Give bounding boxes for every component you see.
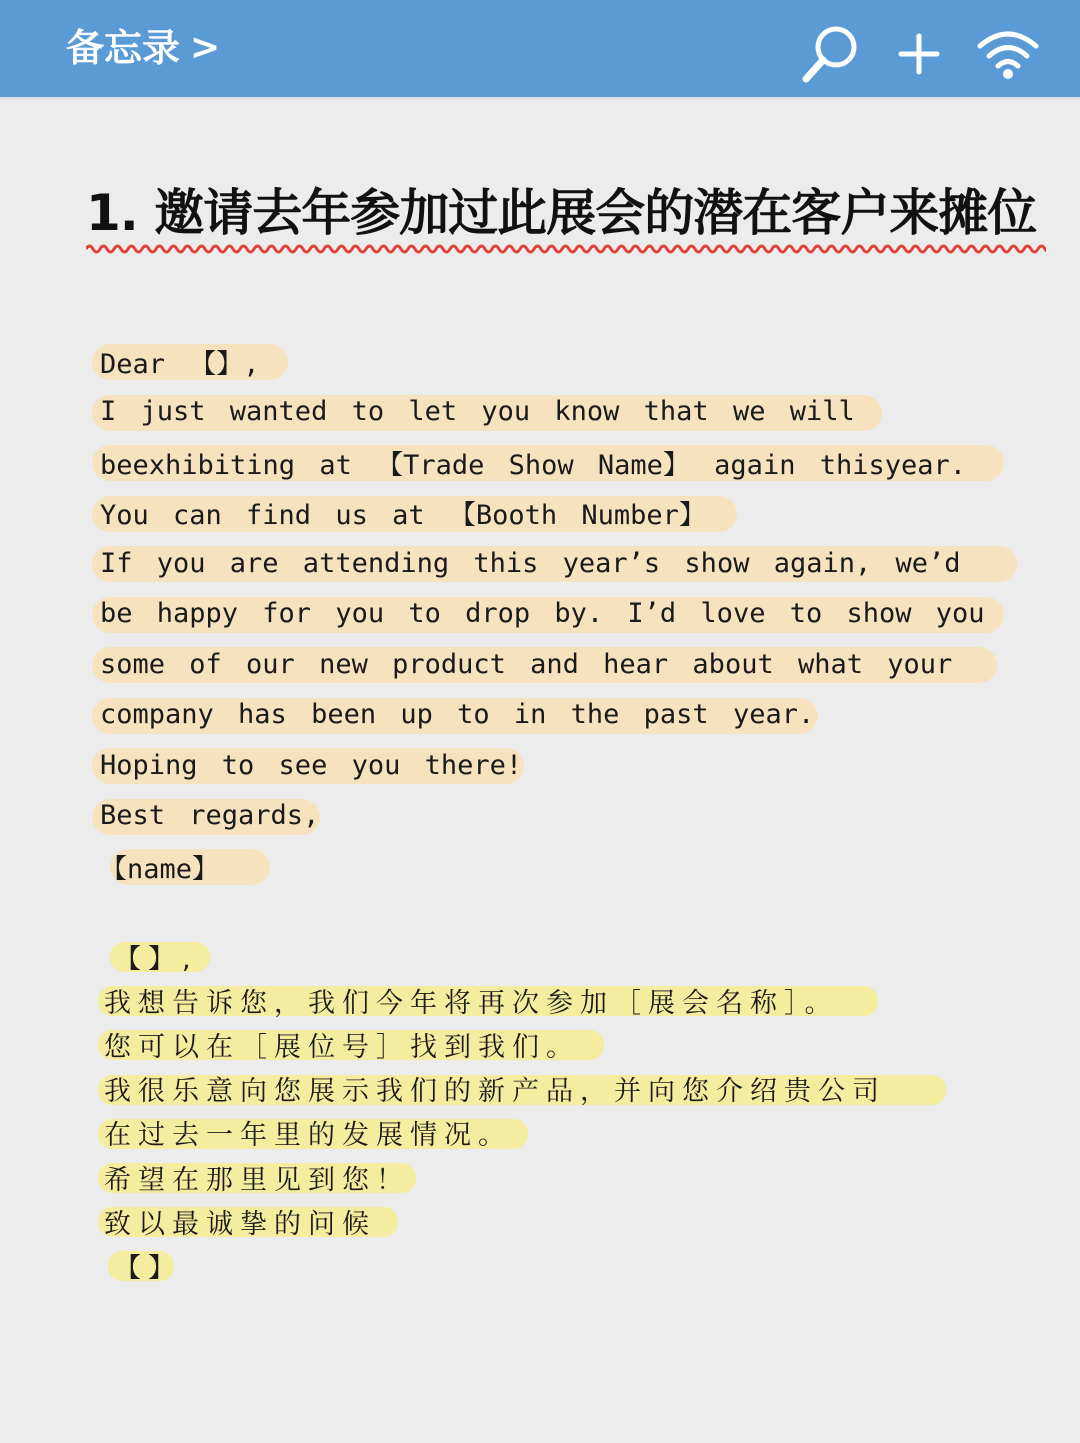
wifi-icon[interactable] (976, 28, 1040, 80)
chinese-line: 【】 (104, 1243, 1004, 1287)
add-icon[interactable] (898, 33, 940, 75)
english-line: company has been up to in the past year. (100, 690, 1040, 741)
english-line: Hoping to see you there! (100, 740, 1040, 791)
back-to-notes-button[interactable] (66, 22, 220, 74)
chinese-line: 希望在那里见到您！ (104, 1155, 1004, 1199)
note-title: 1. 邀请去年参加过此展会的潜在客户来摊位 (86, 184, 1037, 242)
chinese-line: 我很乐意向您展示我们的新产品，并向您介绍贵公司 (104, 1067, 1004, 1111)
english-line: I just wanted to let you know that we will (100, 387, 1040, 438)
back-label: 备忘录 (66, 26, 181, 70)
chevron-right-icon: > (190, 27, 221, 68)
english-line: Dear 【】, (100, 336, 1040, 387)
toolbar-icons (800, 22, 1040, 86)
chinese-line: 在过去一年里的发展情况。 (104, 1111, 1004, 1155)
english-line: beexhibiting at 【Trade Show Name】 again thisyear. (100, 437, 1040, 488)
chinese-line: 致以最诚挚的问候 (104, 1199, 1004, 1243)
english-line: 【name】 (100, 841, 1040, 892)
english-line: Best regards, (100, 791, 1040, 842)
chinese-line: 我想告诉您，我们今年将再次参加［展会名称］。 (104, 978, 1004, 1022)
english-letter (100, 336, 1040, 892)
chinese-letter (104, 934, 1004, 1288)
top-navigation-bar (0, 0, 1080, 97)
english-line: some of our new product and hear about what your (100, 639, 1040, 690)
search-icon[interactable] (800, 23, 862, 85)
english-line: be happy for you to drop by. I’d love to show you (100, 589, 1040, 640)
english-line: If you are attending this year’s show again, we’d (100, 538, 1040, 589)
chinese-line: 【】, (104, 934, 1004, 978)
note-title-block (86, 178, 1046, 256)
chinese-line: 您可以在［展位号］找到我们。 (104, 1022, 1004, 1066)
english-line: You can find us at 【Booth Number】 (100, 488, 1040, 539)
